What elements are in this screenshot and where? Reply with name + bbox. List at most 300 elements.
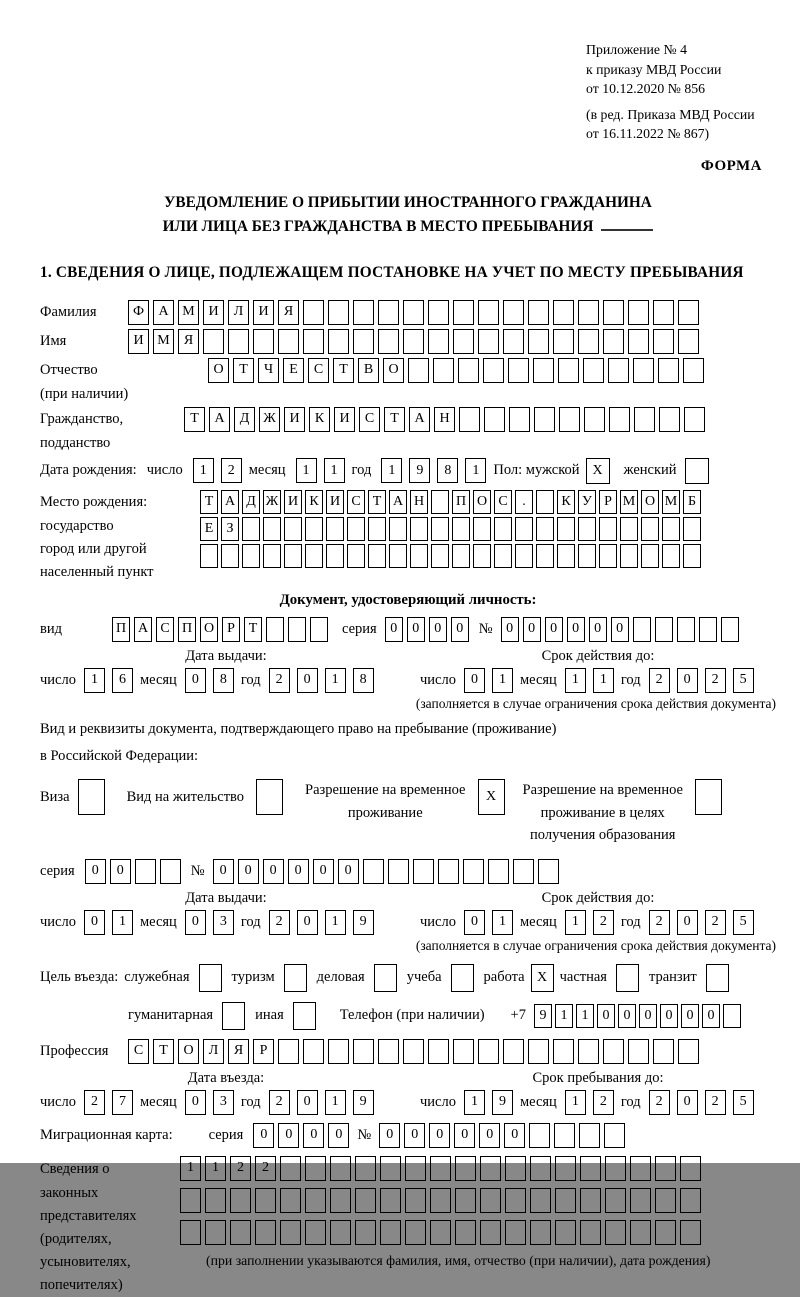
char-cell[interactable]: 0: [454, 1123, 475, 1148]
char-cell[interactable]: С: [359, 407, 380, 432]
purpose-humanitarian-checkbox[interactable]: [222, 1002, 245, 1030]
char-cell[interactable]: О: [641, 490, 659, 514]
char-cell[interactable]: [483, 358, 504, 383]
char-cell[interactable]: [655, 617, 673, 642]
char-cell[interactable]: [266, 617, 284, 642]
char-cell[interactable]: [255, 1220, 276, 1245]
char-cell[interactable]: [347, 544, 365, 568]
purpose-other-checkbox[interactable]: [293, 1002, 316, 1030]
char-cell[interactable]: 0: [501, 617, 519, 642]
char-cell[interactable]: 1: [325, 1090, 346, 1115]
char-cell[interactable]: С: [347, 490, 365, 514]
char-cell[interactable]: [330, 1156, 351, 1181]
char-cell[interactable]: [438, 859, 459, 884]
char-cell[interactable]: [633, 617, 651, 642]
char-cell[interactable]: [580, 1188, 601, 1213]
char-cell[interactable]: 0: [238, 859, 259, 884]
char-cell[interactable]: [253, 329, 274, 354]
char-cell[interactable]: [583, 358, 604, 383]
char-cell[interactable]: 0: [681, 1004, 699, 1028]
char-cell[interactable]: [658, 358, 679, 383]
char-cell[interactable]: 1: [193, 458, 214, 483]
char-cell[interactable]: [699, 617, 717, 642]
char-cell[interactable]: 0: [379, 1123, 400, 1148]
char-cell[interactable]: [405, 1188, 426, 1213]
char-cell[interactable]: 0: [523, 617, 541, 642]
char-cell[interactable]: [528, 329, 549, 354]
char-cell[interactable]: [284, 517, 302, 541]
char-cell[interactable]: [680, 1156, 701, 1181]
char-cell[interactable]: [494, 544, 512, 568]
char-cell[interactable]: Д: [242, 490, 260, 514]
char-cell[interactable]: [328, 1039, 349, 1064]
char-cell[interactable]: [355, 1188, 376, 1213]
char-cell[interactable]: [630, 1188, 651, 1213]
char-cell[interactable]: [326, 544, 344, 568]
char-cell[interactable]: [288, 617, 306, 642]
char-cell[interactable]: Т: [368, 490, 386, 514]
char-cell[interactable]: [180, 1220, 201, 1245]
char-cell[interactable]: 6: [112, 668, 133, 693]
char-cell[interactable]: [605, 1156, 626, 1181]
char-cell[interactable]: [653, 329, 674, 354]
char-cell[interactable]: 0: [404, 1123, 425, 1148]
char-cell[interactable]: О: [383, 358, 404, 383]
char-cell[interactable]: [515, 544, 533, 568]
char-cell[interactable]: 1: [325, 668, 346, 693]
char-cell[interactable]: М: [178, 300, 199, 325]
char-cell[interactable]: 1: [593, 668, 614, 693]
char-cell[interactable]: [430, 1156, 451, 1181]
char-cell[interactable]: 2: [593, 1090, 614, 1115]
char-cell[interactable]: [428, 300, 449, 325]
char-cell[interactable]: [503, 1039, 524, 1064]
char-cell[interactable]: [680, 1220, 701, 1245]
char-cell[interactable]: А: [153, 300, 174, 325]
purpose-work-checkbox[interactable]: X: [531, 964, 554, 992]
char-cell[interactable]: Ж: [259, 407, 280, 432]
sex-male-checkbox[interactable]: X: [586, 458, 610, 484]
char-cell[interactable]: [408, 358, 429, 383]
char-cell[interactable]: 2: [255, 1156, 276, 1181]
char-cell[interactable]: [455, 1188, 476, 1213]
char-cell[interactable]: Н: [434, 407, 455, 432]
char-cell[interactable]: [459, 407, 480, 432]
char-cell[interactable]: 5: [733, 1090, 754, 1115]
char-cell[interactable]: 2: [705, 1090, 726, 1115]
char-cell[interactable]: [242, 517, 260, 541]
char-cell[interactable]: [580, 1156, 601, 1181]
char-cell[interactable]: [378, 300, 399, 325]
char-cell[interactable]: [389, 544, 407, 568]
char-cell[interactable]: 0: [407, 617, 425, 642]
char-cell[interactable]: В: [358, 358, 379, 383]
char-cell[interactable]: [620, 544, 638, 568]
char-cell[interactable]: И: [284, 407, 305, 432]
char-cell[interactable]: [280, 1156, 301, 1181]
char-cell[interactable]: 0: [110, 859, 131, 884]
char-cell[interactable]: [723, 1004, 741, 1028]
char-cell[interactable]: [480, 1220, 501, 1245]
char-cell[interactable]: [529, 1123, 550, 1148]
char-cell[interactable]: [284, 544, 302, 568]
char-cell[interactable]: [628, 329, 649, 354]
char-cell[interactable]: Н: [410, 490, 428, 514]
char-cell[interactable]: [305, 517, 323, 541]
char-cell[interactable]: 0: [385, 617, 403, 642]
char-cell[interactable]: 0: [597, 1004, 615, 1028]
char-cell[interactable]: [280, 1188, 301, 1213]
char-cell[interactable]: 2: [269, 1090, 290, 1115]
char-cell[interactable]: [604, 1123, 625, 1148]
char-cell[interactable]: 1: [180, 1156, 201, 1181]
char-cell[interactable]: [455, 1156, 476, 1181]
sex-female-checkbox[interactable]: [685, 458, 709, 484]
char-cell[interactable]: [433, 358, 454, 383]
char-cell[interactable]: 0: [618, 1004, 636, 1028]
char-cell[interactable]: [553, 329, 574, 354]
char-cell[interactable]: 2: [593, 910, 614, 935]
char-cell[interactable]: [508, 358, 529, 383]
char-cell[interactable]: Б: [683, 490, 701, 514]
char-cell[interactable]: [368, 544, 386, 568]
char-cell[interactable]: Т: [333, 358, 354, 383]
char-cell[interactable]: [242, 544, 260, 568]
char-cell[interactable]: [405, 1156, 426, 1181]
char-cell[interactable]: 2: [705, 668, 726, 693]
char-cell[interactable]: [405, 1220, 426, 1245]
char-cell[interactable]: 0: [429, 617, 447, 642]
char-cell[interactable]: 0: [313, 859, 334, 884]
char-cell[interactable]: 0: [677, 910, 698, 935]
char-cell[interactable]: 9: [353, 1090, 374, 1115]
char-cell[interactable]: [326, 517, 344, 541]
char-cell[interactable]: О: [178, 1039, 199, 1064]
char-cell[interactable]: [678, 300, 699, 325]
char-cell[interactable]: 0: [429, 1123, 450, 1148]
char-cell[interactable]: [228, 329, 249, 354]
char-cell[interactable]: И: [284, 490, 302, 514]
char-cell[interactable]: Ф: [128, 300, 149, 325]
char-cell[interactable]: Я: [178, 329, 199, 354]
char-cell[interactable]: [380, 1220, 401, 1245]
char-cell[interactable]: [353, 329, 374, 354]
char-cell[interactable]: [528, 1039, 549, 1064]
char-cell[interactable]: [303, 1039, 324, 1064]
char-cell[interactable]: [528, 300, 549, 325]
char-cell[interactable]: [603, 300, 624, 325]
char-cell[interactable]: [380, 1188, 401, 1213]
char-cell[interactable]: А: [409, 407, 430, 432]
char-cell[interactable]: С: [494, 490, 512, 514]
char-cell[interactable]: И: [128, 329, 149, 354]
char-cell[interactable]: [536, 490, 554, 514]
char-cell[interactable]: [653, 300, 674, 325]
char-cell[interactable]: 0: [677, 668, 698, 693]
char-cell[interactable]: [557, 517, 575, 541]
char-cell[interactable]: [683, 517, 701, 541]
char-cell[interactable]: И: [326, 490, 344, 514]
temp-residence-education-checkbox[interactable]: [695, 779, 722, 815]
char-cell[interactable]: [221, 544, 239, 568]
char-cell[interactable]: [278, 1039, 299, 1064]
char-cell[interactable]: [630, 1156, 651, 1181]
char-cell[interactable]: [328, 329, 349, 354]
char-cell[interactable]: Я: [228, 1039, 249, 1064]
char-cell[interactable]: 0: [677, 1090, 698, 1115]
char-cell[interactable]: 7: [112, 1090, 133, 1115]
char-cell[interactable]: [473, 517, 491, 541]
char-cell[interactable]: [559, 407, 580, 432]
char-cell[interactable]: 1: [324, 458, 345, 483]
char-cell[interactable]: 9: [492, 1090, 513, 1115]
char-cell[interactable]: 0: [297, 668, 318, 693]
char-cell[interactable]: Р: [253, 1039, 274, 1064]
char-cell[interactable]: [513, 859, 534, 884]
char-cell[interactable]: 2: [705, 910, 726, 935]
char-cell[interactable]: [553, 1039, 574, 1064]
char-cell[interactable]: [494, 517, 512, 541]
char-cell[interactable]: [355, 1220, 376, 1245]
char-cell[interactable]: [453, 300, 474, 325]
char-cell[interactable]: 8: [437, 458, 458, 483]
char-cell[interactable]: [680, 1188, 701, 1213]
char-cell[interactable]: 1: [565, 1090, 586, 1115]
char-cell[interactable]: М: [153, 329, 174, 354]
char-cell[interactable]: 0: [297, 910, 318, 935]
char-cell[interactable]: 1: [325, 910, 346, 935]
char-cell[interactable]: [305, 1156, 326, 1181]
char-cell[interactable]: [555, 1188, 576, 1213]
char-cell[interactable]: 0: [297, 1090, 318, 1115]
char-cell[interactable]: 2: [649, 910, 670, 935]
char-cell[interactable]: [677, 617, 695, 642]
char-cell[interactable]: 1: [464, 1090, 485, 1115]
char-cell[interactable]: [330, 1220, 351, 1245]
char-cell[interactable]: Р: [222, 617, 240, 642]
char-cell[interactable]: [683, 544, 701, 568]
char-cell[interactable]: 1: [565, 668, 586, 693]
char-cell[interactable]: [310, 617, 328, 642]
char-cell[interactable]: [505, 1156, 526, 1181]
char-cell[interactable]: С: [308, 358, 329, 383]
char-cell[interactable]: Л: [203, 1039, 224, 1064]
char-cell[interactable]: [662, 544, 680, 568]
char-cell[interactable]: 0: [253, 1123, 274, 1148]
char-cell[interactable]: [452, 544, 470, 568]
char-cell[interactable]: [579, 1123, 600, 1148]
char-cell[interactable]: А: [221, 490, 239, 514]
char-cell[interactable]: [678, 1039, 699, 1064]
char-cell[interactable]: [530, 1188, 551, 1213]
char-cell[interactable]: 1: [492, 668, 513, 693]
char-cell[interactable]: 2: [269, 668, 290, 693]
char-cell[interactable]: Т: [200, 490, 218, 514]
char-cell[interactable]: 0: [84, 910, 105, 935]
char-cell[interactable]: [641, 544, 659, 568]
char-cell[interactable]: А: [389, 490, 407, 514]
char-cell[interactable]: О: [208, 358, 229, 383]
char-cell[interactable]: [605, 1188, 626, 1213]
char-cell[interactable]: [353, 300, 374, 325]
char-cell[interactable]: А: [209, 407, 230, 432]
char-cell[interactable]: 2: [269, 910, 290, 935]
char-cell[interactable]: [478, 300, 499, 325]
char-cell[interactable]: [578, 329, 599, 354]
char-cell[interactable]: [378, 329, 399, 354]
char-cell[interactable]: 0: [185, 1090, 206, 1115]
char-cell[interactable]: [403, 329, 424, 354]
char-cell[interactable]: Е: [283, 358, 304, 383]
char-cell[interactable]: [503, 300, 524, 325]
char-cell[interactable]: 2: [649, 1090, 670, 1115]
char-cell[interactable]: [135, 859, 156, 884]
char-cell[interactable]: С: [156, 617, 174, 642]
char-cell[interactable]: [533, 358, 554, 383]
char-cell[interactable]: 0: [303, 1123, 324, 1148]
char-cell[interactable]: [389, 517, 407, 541]
char-cell[interactable]: [160, 859, 181, 884]
purpose-study-checkbox[interactable]: [451, 964, 474, 992]
char-cell[interactable]: [655, 1156, 676, 1181]
char-cell[interactable]: 0: [278, 1123, 299, 1148]
char-cell[interactable]: [410, 517, 428, 541]
char-cell[interactable]: [463, 859, 484, 884]
char-cell[interactable]: [628, 300, 649, 325]
char-cell[interactable]: [620, 517, 638, 541]
char-cell[interactable]: [655, 1220, 676, 1245]
char-cell[interactable]: [403, 1039, 424, 1064]
char-cell[interactable]: [578, 517, 596, 541]
char-cell[interactable]: [503, 329, 524, 354]
char-cell[interactable]: [530, 1156, 551, 1181]
char-cell[interactable]: П: [452, 490, 470, 514]
char-cell[interactable]: О: [200, 617, 218, 642]
char-cell[interactable]: 0: [288, 859, 309, 884]
char-cell[interactable]: [678, 329, 699, 354]
char-cell[interactable]: 1: [555, 1004, 573, 1028]
char-cell[interactable]: 0: [660, 1004, 678, 1028]
purpose-business-checkbox[interactable]: [199, 964, 222, 992]
char-cell[interactable]: [380, 1156, 401, 1181]
char-cell[interactable]: [603, 329, 624, 354]
char-cell[interactable]: 0: [185, 668, 206, 693]
char-cell[interactable]: [683, 358, 704, 383]
char-cell[interactable]: [480, 1156, 501, 1181]
char-cell[interactable]: [634, 407, 655, 432]
char-cell[interactable]: [455, 1220, 476, 1245]
visa-checkbox[interactable]: [78, 779, 105, 815]
char-cell[interactable]: [453, 1039, 474, 1064]
char-cell[interactable]: 1: [492, 910, 513, 935]
char-cell[interactable]: [662, 517, 680, 541]
char-cell[interactable]: [553, 300, 574, 325]
char-cell[interactable]: И: [334, 407, 355, 432]
char-cell[interactable]: [431, 544, 449, 568]
char-cell[interactable]: [536, 517, 554, 541]
char-cell[interactable]: [180, 1188, 201, 1213]
char-cell[interactable]: С: [128, 1039, 149, 1064]
char-cell[interactable]: .: [515, 490, 533, 514]
char-cell[interactable]: Л: [228, 300, 249, 325]
char-cell[interactable]: [630, 1220, 651, 1245]
char-cell[interactable]: [410, 544, 428, 568]
purpose-tourism-checkbox[interactable]: [284, 964, 307, 992]
char-cell[interactable]: [303, 300, 324, 325]
char-cell[interactable]: О: [473, 490, 491, 514]
char-cell[interactable]: [608, 358, 629, 383]
char-cell[interactable]: К: [309, 407, 330, 432]
char-cell[interactable]: [263, 517, 281, 541]
char-cell[interactable]: [534, 407, 555, 432]
char-cell[interactable]: [353, 1039, 374, 1064]
char-cell[interactable]: 1: [205, 1156, 226, 1181]
char-cell[interactable]: [452, 517, 470, 541]
char-cell[interactable]: Т: [244, 617, 262, 642]
char-cell[interactable]: [628, 1039, 649, 1064]
char-cell[interactable]: 5: [733, 910, 754, 935]
char-cell[interactable]: [368, 517, 386, 541]
char-cell[interactable]: [355, 1156, 376, 1181]
char-cell[interactable]: [603, 1039, 624, 1064]
char-cell[interactable]: [633, 358, 654, 383]
char-cell[interactable]: 0: [611, 617, 629, 642]
char-cell[interactable]: [305, 544, 323, 568]
char-cell[interactable]: А: [134, 617, 152, 642]
purpose-commercial-checkbox[interactable]: [374, 964, 397, 992]
char-cell[interactable]: [403, 300, 424, 325]
char-cell[interactable]: 2: [221, 458, 242, 483]
char-cell[interactable]: Я: [278, 300, 299, 325]
char-cell[interactable]: [458, 358, 479, 383]
char-cell[interactable]: И: [253, 300, 274, 325]
char-cell[interactable]: 1: [465, 458, 486, 483]
char-cell[interactable]: [280, 1220, 301, 1245]
char-cell[interactable]: [599, 544, 617, 568]
char-cell[interactable]: [230, 1188, 251, 1213]
char-cell[interactable]: [536, 544, 554, 568]
char-cell[interactable]: [378, 1039, 399, 1064]
char-cell[interactable]: Р: [599, 490, 617, 514]
char-cell[interactable]: 1: [112, 910, 133, 935]
char-cell[interactable]: [505, 1188, 526, 1213]
char-cell[interactable]: [655, 1188, 676, 1213]
residence-permit-checkbox[interactable]: [256, 779, 283, 815]
char-cell[interactable]: 0: [479, 1123, 500, 1148]
char-cell[interactable]: Д: [234, 407, 255, 432]
char-cell[interactable]: 0: [185, 910, 206, 935]
char-cell[interactable]: [505, 1220, 526, 1245]
char-cell[interactable]: [200, 544, 218, 568]
char-cell[interactable]: У: [578, 490, 596, 514]
char-cell[interactable]: [509, 407, 530, 432]
char-cell[interactable]: [480, 1188, 501, 1213]
char-cell[interactable]: [659, 407, 680, 432]
char-cell[interactable]: [203, 329, 224, 354]
char-cell[interactable]: 0: [451, 617, 469, 642]
char-cell[interactable]: [428, 329, 449, 354]
char-cell[interactable]: [557, 544, 575, 568]
char-cell[interactable]: [428, 1039, 449, 1064]
char-cell[interactable]: [478, 1039, 499, 1064]
char-cell[interactable]: [599, 517, 617, 541]
char-cell[interactable]: 2: [230, 1156, 251, 1181]
char-cell[interactable]: [580, 1220, 601, 1245]
char-cell[interactable]: [328, 300, 349, 325]
char-cell[interactable]: 2: [649, 668, 670, 693]
char-cell[interactable]: [605, 1220, 626, 1245]
char-cell[interactable]: [230, 1220, 251, 1245]
